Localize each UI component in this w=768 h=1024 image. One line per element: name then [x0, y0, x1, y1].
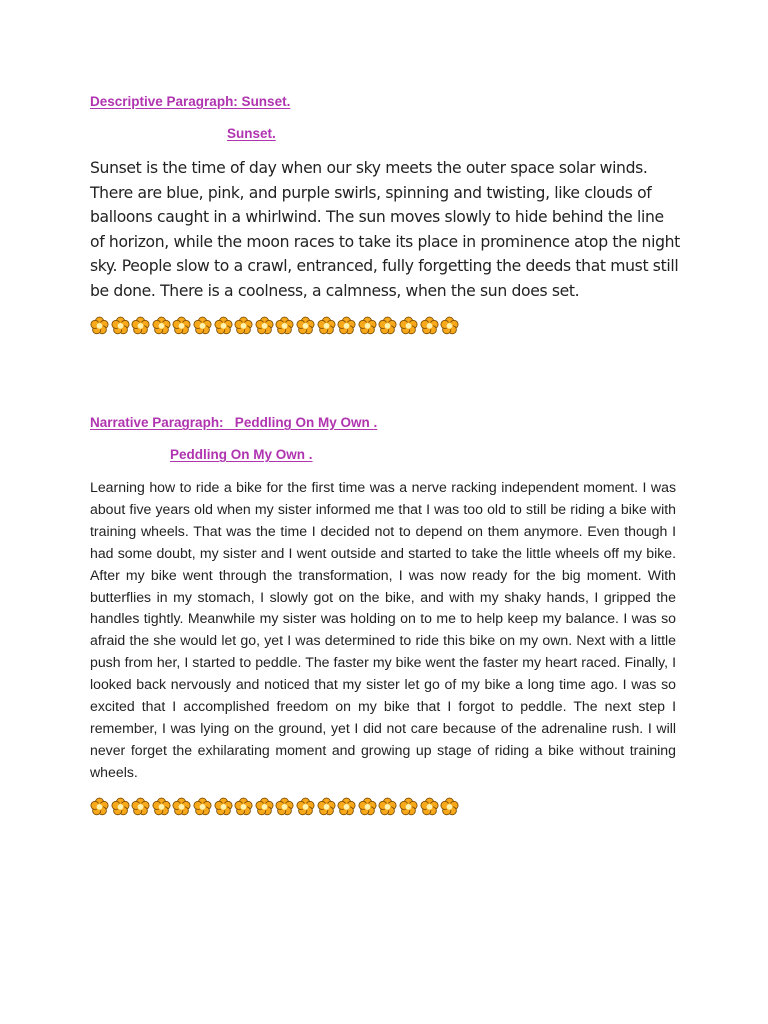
- flower-icon: [337, 797, 356, 816]
- section-label-narrative: Narrative Paragraph: Peddling On My Own .: [90, 415, 378, 430]
- flower-icon: [152, 797, 171, 816]
- flower-icon: [214, 316, 233, 335]
- descriptive-paragraph: Sunset is the time of day when our sky meets the outer space solar winds. There are blue, pink, and purple swirls, spinning and twisting, like clouds of balloons caught in a whirlwind. The sun moves slowly to hide behind the line of horizon, while the moon races to take its place in prominence atop the night sky. People slow to a crawl, entranced, fully forgetting the deeds that must still be done. There is a coolness, a calmness, when the sun does set.: [90, 159, 680, 300]
- flower-divider-1: [90, 316, 459, 335]
- flower-icon: [399, 797, 418, 816]
- flower-icon: [234, 316, 253, 335]
- section-title-peddling: Peddling On My Own .: [170, 447, 313, 462]
- flower-icon: [337, 316, 356, 335]
- flower-icon: [296, 316, 315, 335]
- flower-icon: [111, 797, 130, 816]
- flower-icon: [90, 797, 109, 816]
- flower-icon: [214, 797, 233, 816]
- flower-icon: [90, 316, 109, 335]
- flower-icon: [420, 316, 439, 335]
- section-label-descriptive: Descriptive Paragraph: Sunset.: [90, 94, 291, 109]
- flower-icon: [358, 797, 377, 816]
- flower-icon: [234, 797, 253, 816]
- flower-icon: [440, 797, 459, 816]
- flower-icon: [399, 316, 418, 335]
- flower-icon: [275, 316, 294, 335]
- flower-icon: [111, 316, 130, 335]
- flower-icon: [193, 797, 212, 816]
- narrative-paragraph: Learning how to ride a bike for the first time was a nerve racking independent moment. I was about five years old when my sister informed me that I was too old to still be riding a bike with training wheels. That was the time I decided not to depend on them anymore. Even though I had some doubt, my sister and I went outside and started to take the little wheels off my bike. After my bike went through the transformation, I was now ready for the big moment. With butterflies in my stomach, I slowly got on the bike, and with my shaky hands, I gripped the handles tightly. Meanwhile my sister was holding on to me to help keep my balance. I was so afraid the she would let go, yet I was determined to ride this bike on my own. Next with a little push from her, I started to peddle. The faster my bike went the faster my heart raced. Finally, I looked back nervously and noticed that my sister let go of my bike a long time ago. I was so excited that I accomplished freedom on my bike that I forgot to peddle. The next step I remember, I was lying on the ground, yet I did not care because of the adrenaline rush. I will never forget the exhilarating moment and growing up stage of riding a bike without training wheels.: [90, 479, 676, 780]
- flower-icon: [131, 316, 150, 335]
- flower-icon: [255, 316, 274, 335]
- flower-icon: [420, 797, 439, 816]
- flower-icon: [317, 797, 336, 816]
- flower-icon: [152, 316, 171, 335]
- flower-icon: [172, 797, 191, 816]
- flower-icon: [317, 316, 336, 335]
- flower-icon: [440, 316, 459, 335]
- section-title-sunset: Sunset.: [227, 126, 276, 141]
- flower-divider-2: [90, 797, 459, 816]
- flower-icon: [296, 797, 315, 816]
- flower-icon: [378, 316, 397, 335]
- flower-icon: [378, 797, 397, 816]
- flower-icon: [131, 797, 150, 816]
- flower-icon: [358, 316, 377, 335]
- flower-icon: [255, 797, 274, 816]
- flower-icon: [193, 316, 212, 335]
- flower-icon: [172, 316, 191, 335]
- flower-icon: [275, 797, 294, 816]
